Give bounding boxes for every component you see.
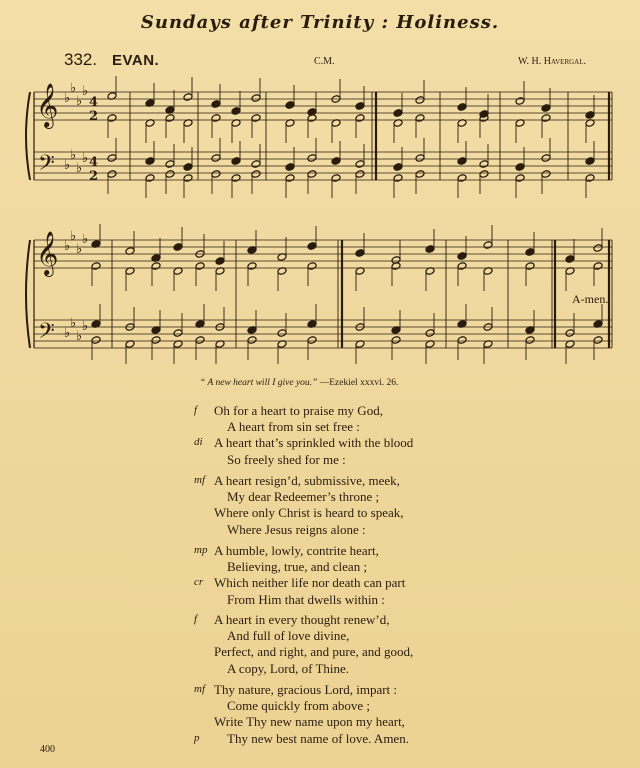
note-head	[145, 174, 155, 183]
note-head	[183, 163, 193, 172]
dynamic-mark: mf	[194, 683, 205, 695]
music-score	[0, 0, 640, 370]
verse-line: Oh for a heart to praise my God,	[214, 403, 383, 418]
note-head	[393, 163, 403, 172]
note-head	[215, 257, 225, 266]
verse-line: My dear Redeemer’s throne ;	[227, 489, 380, 505]
note-head	[107, 114, 117, 123]
note-head	[307, 242, 317, 251]
note-head	[211, 100, 221, 109]
note-head	[251, 160, 261, 169]
note-head	[165, 114, 175, 123]
dynamic-mark: di	[194, 436, 203, 449]
note-head	[251, 170, 261, 179]
verse-line: Where Jesus reigns alone :	[227, 521, 366, 537]
dynamic-mark: f	[194, 613, 198, 625]
note-head	[211, 114, 221, 123]
note-head	[457, 157, 467, 166]
key-flat: ♭	[76, 161, 83, 176]
dynamic-mark: cr	[194, 576, 204, 589]
verse-line: Where only Christ is heard to speak,	[214, 505, 404, 521]
key-flat: ♭	[82, 319, 89, 334]
time-signature-top: 4	[89, 155, 99, 170]
note-head	[231, 157, 241, 166]
epigraph-source: —Ezekiel xxxvi. 26.	[319, 378, 399, 388]
note-head	[307, 262, 317, 271]
note-head	[585, 157, 595, 166]
note-head	[251, 114, 261, 123]
note-head	[355, 249, 365, 258]
note-head	[515, 163, 525, 172]
note-head	[211, 170, 221, 179]
note-head	[307, 154, 317, 163]
note-head	[457, 174, 467, 183]
note-head	[541, 114, 551, 123]
note-head	[415, 170, 425, 179]
verse-line: And full of love divine,	[227, 628, 350, 644]
amen-label: A-men.	[572, 292, 609, 306]
note-head	[515, 174, 525, 183]
note-head	[165, 160, 175, 169]
note-head	[173, 329, 183, 338]
note-head	[195, 262, 205, 271]
note-head	[585, 174, 595, 183]
note-head	[479, 170, 489, 179]
note-head	[541, 154, 551, 163]
note-head	[231, 174, 241, 183]
dynamic-mark: mf	[194, 474, 205, 486]
composer: W. H. Havergal.	[518, 56, 587, 67]
note-head	[173, 243, 183, 252]
verse-line: Write Thy new name upon my heart,	[214, 714, 405, 730]
note-head	[355, 160, 365, 169]
verse-line: From Him that dwells within :	[227, 591, 385, 607]
note-head	[285, 174, 295, 183]
verse-line: A heart in every thought renew’d,	[214, 612, 390, 627]
verse-line: Thy nature, gracious Lord, impart :	[214, 682, 398, 697]
note-head	[107, 170, 117, 179]
note-head	[415, 96, 425, 105]
time-signature-top: 4	[89, 95, 99, 110]
note-head	[91, 262, 101, 271]
key-flat: ♭	[76, 94, 83, 109]
note-head	[515, 97, 525, 106]
note-head	[231, 107, 241, 116]
note-head	[483, 241, 493, 250]
key-flat: ♭	[64, 91, 71, 106]
system-brace	[26, 92, 30, 180]
note-head	[593, 262, 603, 271]
epigraph-quote: “ A new heart will I give you.”	[200, 378, 318, 388]
note-head	[355, 114, 365, 123]
note-head	[415, 154, 425, 163]
verse-line: A heart resign’d, submissive, meek,	[214, 473, 400, 488]
page-number: 400	[40, 744, 55, 755]
note-head	[565, 329, 575, 338]
note-head	[457, 336, 467, 345]
key-flat: ♭	[82, 232, 89, 247]
note-head	[331, 174, 341, 183]
note-head	[151, 336, 161, 345]
note-head	[393, 174, 403, 183]
verse-line: Thy new best name of love. Amen.	[227, 730, 409, 746]
note-head	[525, 336, 535, 345]
note-head	[145, 157, 155, 166]
page-header: Sundays after Trinity : Holiness.	[140, 12, 500, 33]
note-head	[277, 329, 287, 338]
key-flat: ♭	[70, 229, 77, 244]
verse-line: So freely shed for me :	[227, 451, 346, 467]
note-head	[307, 170, 317, 179]
verse-line: A heart that’s sprinkled with the blood	[214, 435, 414, 451]
verse-line: A heart from sin set free :	[227, 419, 360, 435]
key-flat: ♭	[70, 316, 77, 331]
note-head	[393, 109, 403, 118]
meter: C.M.	[314, 56, 335, 67]
key-flat: ♭	[64, 239, 71, 254]
key-flat: ♭	[70, 81, 77, 96]
dynamic-mark: mp	[194, 544, 208, 556]
key-flat: ♭	[70, 148, 77, 163]
treble-clef: 𝄞	[36, 231, 59, 275]
note-head	[285, 101, 295, 110]
note-head	[183, 93, 193, 102]
verse-line: Which neither life nor death can part	[214, 575, 406, 591]
note-head	[525, 262, 535, 271]
note-head	[391, 336, 401, 345]
note-head	[91, 336, 101, 345]
system-brace	[26, 240, 30, 348]
time-signature-bottom: 2	[89, 109, 99, 124]
note-head	[415, 114, 425, 123]
key-flat: ♭	[76, 242, 83, 257]
note-head	[457, 262, 467, 271]
note-head	[425, 329, 435, 338]
treble-clef: 𝄞	[36, 83, 59, 127]
note-head	[247, 262, 257, 271]
note-head	[565, 255, 575, 264]
note-head	[355, 102, 365, 111]
note-head	[331, 157, 341, 166]
note-head	[585, 111, 595, 120]
note-head	[251, 94, 261, 103]
note-head	[107, 154, 117, 163]
verse-line: Come quickly from above ;	[227, 698, 370, 714]
time-signature-bottom: 2	[89, 169, 99, 184]
verse-line: A copy, Lord, of Thine.	[227, 660, 350, 676]
hymn-number: 332.	[64, 50, 98, 69]
epigraph	[200, 378, 398, 388]
note-head	[285, 163, 295, 172]
note-head	[355, 170, 365, 179]
note-head	[593, 336, 603, 345]
tune-name: EVAN.	[112, 52, 160, 69]
note-head	[247, 336, 257, 345]
note-head	[541, 104, 551, 113]
dynamic-mark: p	[194, 731, 200, 744]
note-head	[183, 174, 193, 183]
note-head	[457, 252, 467, 261]
music-systems	[26, 76, 612, 364]
note-head	[165, 170, 175, 179]
key-flat: ♭	[76, 329, 83, 344]
verse-line: A humble, lowly, contrite heart,	[214, 543, 379, 558]
verse-line: Believing, true, and clean ;	[227, 559, 368, 575]
note-head	[593, 244, 603, 253]
note-head	[457, 103, 467, 112]
note-head	[425, 245, 435, 254]
note-head	[479, 160, 489, 169]
note-head	[525, 248, 535, 257]
key-flat: ♭	[64, 158, 71, 173]
key-flat: ♭	[82, 84, 89, 99]
key-flat: ♭	[82, 151, 89, 166]
note-head	[195, 336, 205, 345]
bass-clef: 𝄢	[38, 151, 55, 181]
note-head	[151, 262, 161, 271]
verse-line: Perfect, and right, and pure, and good,	[214, 644, 414, 660]
key-flat: ♭	[64, 326, 71, 341]
note-head	[307, 336, 317, 345]
dynamic-mark: f	[194, 404, 198, 416]
bass-clef: 𝄢	[38, 319, 55, 349]
note-head	[211, 154, 221, 163]
note-head	[541, 170, 551, 179]
